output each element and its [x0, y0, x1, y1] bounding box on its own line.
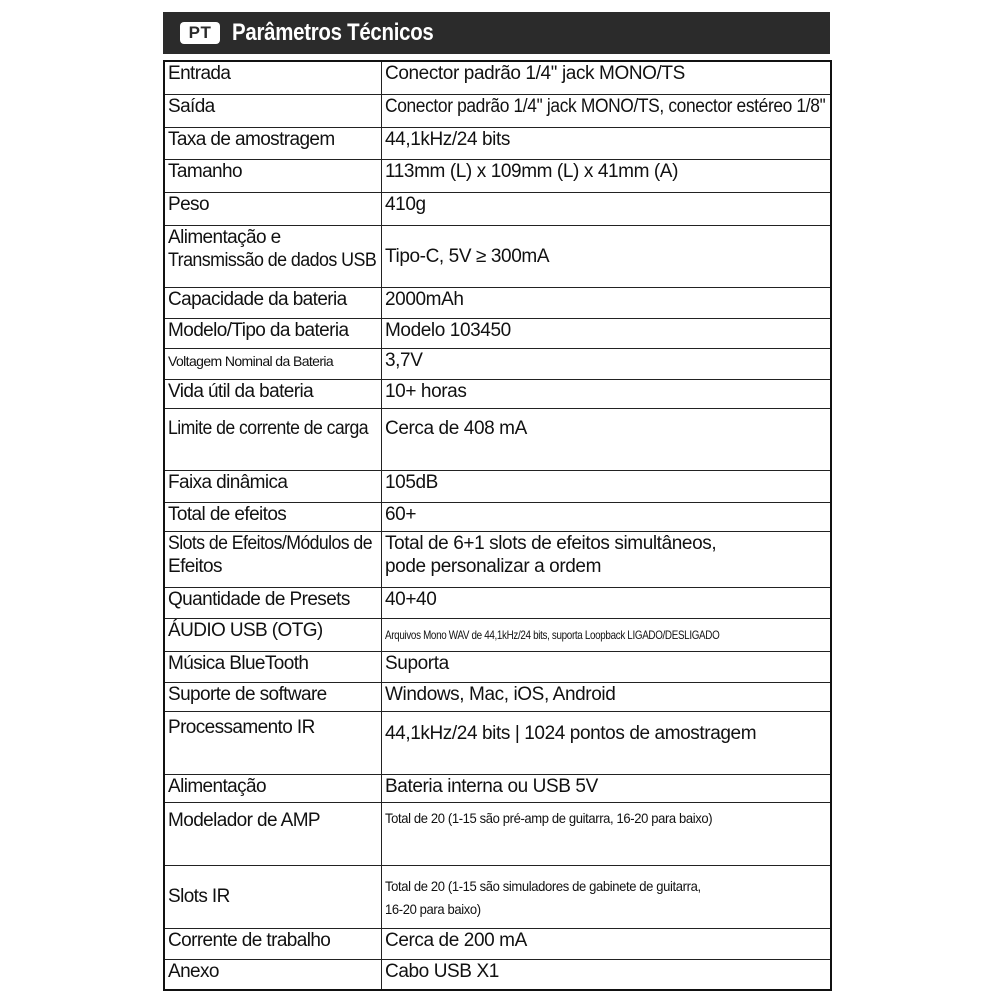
row-label: Corrente de trabalho: [164, 928, 382, 959]
row-label: Entrada: [164, 61, 382, 94]
table-row: [164, 928, 831, 959]
table-row: [164, 408, 831, 470]
section-title: Parâmetros Técnicos: [232, 19, 434, 46]
table-row: [164, 682, 831, 711]
row-value: Cerca de 200 mA: [382, 928, 832, 959]
row-label: Modelo/Tipo da bateria: [164, 318, 382, 348]
table-row: [164, 287, 831, 318]
table-row: [164, 192, 831, 225]
row-label: Taxa de amostragem: [164, 127, 382, 159]
row-label: ÁUDIO USB (OTG): [164, 618, 382, 651]
row-value: Total de 20 (1-15 são pré-amp de guitarra, 16-20 para baixo): [382, 802, 832, 865]
row-label: Quantidade de Presets: [164, 587, 382, 618]
row-value: Total de 6+1 slots de efeitos simultâneos, pode personalizar a ordem: [382, 531, 832, 587]
row-value: Modelo 103450: [382, 318, 832, 348]
row-label: Faixa dinâmica: [164, 470, 382, 502]
row-label: Suporte de software: [164, 682, 382, 711]
row-label: Música BlueTooth: [164, 651, 382, 682]
table-row: [164, 379, 831, 408]
table-row: [164, 94, 831, 127]
row-value: 10+ horas: [382, 379, 832, 408]
row-value: Cabo USB X1: [382, 959, 832, 990]
row-label: Alimentação e Transmissão de dados USB: [164, 225, 382, 287]
row-value: 44,1kHz/24 bits: [382, 127, 832, 159]
row-label: Saída: [164, 94, 382, 127]
row-label: Limite de corrente de carga: [164, 408, 382, 470]
spec-table: [163, 60, 832, 991]
row-label: Processamento IR: [164, 711, 382, 774]
row-label: Modelador de AMP: [164, 802, 382, 865]
row-value: Windows, Mac, iOS, Android: [382, 682, 832, 711]
row-value: 60+: [382, 502, 832, 531]
row-value: 3,7V: [382, 348, 832, 379]
row-value: 105dB: [382, 470, 832, 502]
row-value: Tipo-C, 5V ≥ 300mA: [382, 225, 832, 287]
table-row: [164, 531, 831, 587]
table-row: [164, 651, 831, 682]
table-row: [164, 225, 831, 287]
table-row: [164, 159, 831, 192]
table-row: [164, 502, 831, 531]
row-label: Total de efeitos: [164, 502, 382, 531]
row-label: Peso: [164, 192, 382, 225]
row-value: 410g: [382, 192, 832, 225]
row-label: Anexo: [164, 959, 382, 990]
table-row: [164, 618, 831, 651]
row-label: Voltagem Nominal da Bateria: [164, 348, 382, 379]
table-row: [164, 774, 831, 802]
row-value: Conector padrão 1/4'' jack MONO/TS, conector estéreo 1/8'': [382, 94, 832, 127]
row-label: Vida útil da bateria: [164, 379, 382, 408]
language-badge: PT: [180, 22, 220, 44]
table-row: [164, 61, 831, 94]
row-value: Conector padrão 1/4'' jack MONO/TS: [382, 61, 832, 94]
row-value: Suporta: [382, 651, 832, 682]
row-value: 113mm (L) x 109mm (L) x 41mm (A): [382, 159, 832, 192]
row-label: Alimentação: [164, 774, 382, 802]
section-header: [163, 12, 830, 54]
table-row: [164, 348, 831, 379]
table-row: [164, 127, 831, 159]
table-row: [164, 959, 831, 990]
row-label: Slots IR: [164, 865, 382, 928]
row-value: Total de 20 (1-15 são simuladores de gabinete de guitarra, 16-20 para baixo): [382, 865, 832, 928]
row-label: Slots de Efeitos/Módulos de Efeitos: [164, 531, 382, 587]
row-value: 40+40: [382, 587, 832, 618]
table-row: [164, 711, 831, 774]
table-row: [164, 802, 831, 865]
row-value: Cerca de 408 mA: [382, 408, 832, 470]
table-row: [164, 318, 831, 348]
table-row: [164, 865, 831, 928]
table-row: [164, 587, 831, 618]
row-value: 44,1kHz/24 bits | 1024 pontos de amostragem: [382, 711, 832, 774]
row-label: Tamanho: [164, 159, 382, 192]
table-row: [164, 470, 831, 502]
row-value: Bateria interna ou USB 5V: [382, 774, 832, 802]
row-label: Capacidade da bateria: [164, 287, 382, 318]
row-value: 2000mAh: [382, 287, 832, 318]
row-value: Arquivos Mono WAV de 44,1kHz/24 bits, suporta Loopback LIGADO/DESLIGADO: [382, 618, 832, 651]
